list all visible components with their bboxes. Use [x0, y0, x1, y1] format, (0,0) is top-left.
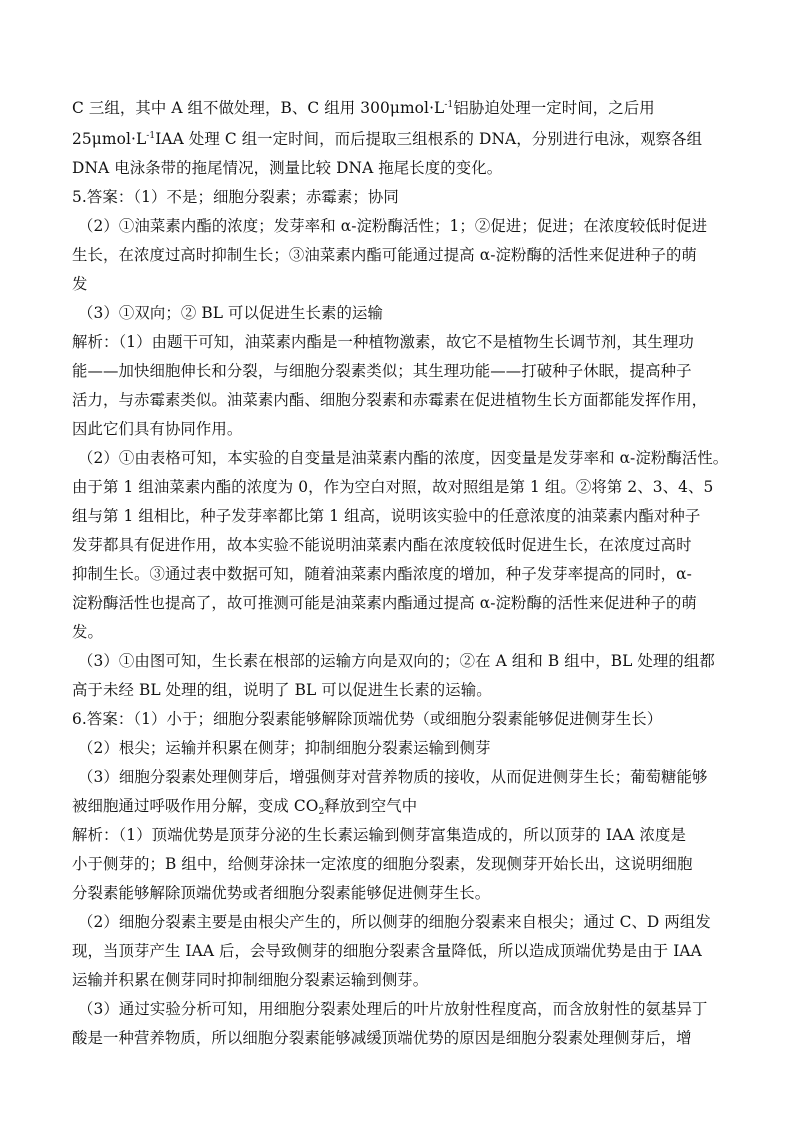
text-line: 发。 [72, 623, 103, 641]
text-line: （3）①双向；② BL 可以促进生长素的运输 [78, 304, 383, 322]
text-line: （2）细胞分裂素主要是由根尖产生的，所以侧芽的细胞分裂素来自根尖；通过 C、D 两组发 [78, 913, 711, 931]
text-line: 因此它们具有协同作用。 [72, 420, 243, 438]
text-line: （3）通过实验分析可知，用细胞分裂素处理后的叶片放射性程度高，而含放射性的氨基异丁 [78, 1000, 708, 1018]
text-line: 发芽都具有促进作用，故本实验不能说明油菜素内酯在浓度较低时促进生长，在浓度过高时 [72, 536, 692, 554]
text-line [72, 98, 655, 118]
answer-heading-6: 6.答案：（1）小于；细胞分裂素能够解除顶端优势（或细胞分裂素能够促进侧芽生长） [72, 710, 663, 728]
text-line: （3）①由图可知，生长素在根部的运输方向是双向的；②在 A 组和 B 组中，BL 处理的组都 [78, 652, 715, 670]
text-run: 25μmol·L [72, 130, 147, 148]
text-line: 现，当顶芽产生 IAA 后，会导致侧芽的细胞分裂素含量降低，所以造成顶端优势是由于 IAA [72, 942, 702, 960]
text-line: 活力，与赤霉素类似。油菜素内酯、细胞分裂素和赤霉素在促进植物生长方面都能发挥作用， [72, 391, 708, 409]
analysis-paragraph-start: 解析：（1）由题干可知，油菜素内酯是一种植物激素，故它不是植物生长调节剂，其生理功 [72, 333, 694, 351]
text-line: （2）①油菜素内酯的浓度；发芽率和 α-淀粉酶活性；1；②促进；促进；在浓度较低时促进 [78, 217, 708, 235]
text-run: IAA 处理 C 组一定时间，而后提取三组根系的 DNA，分别进行电泳，观察各组 [155, 130, 703, 148]
text-line: （3）细胞分裂素处理侧芽后，增强侧芽对营养物质的接收，从而促进侧芽生长；葡萄糖能够 [78, 768, 708, 786]
text-line: 高于未经 BL 处理的组，说明了 BL 可以促进生长素的运输。 [72, 681, 492, 699]
text-line [72, 129, 702, 149]
analysis-paragraph-start: 解析：（1）顶端优势是顶芽分泌的生长素运输到侧芽富集造成的，所以顶芽的 IAA 浓度是 [72, 826, 686, 844]
text-line: 运输并积累在侧芽同时抑制细胞分裂素运输到侧芽。 [72, 971, 429, 989]
text-line: 小于侧芽的；B 组中，给侧芽涂抹一定浓度的细胞分裂素，发现侧芽开始长出，这说明细胞 [72, 855, 693, 873]
text-line: 发 [72, 275, 88, 293]
text-line: 淀粉酶活性也提高了，故可推测可能是油菜素内酯通过提高 α-淀粉酶的活性来促进种子的萌 [72, 594, 697, 612]
superscript: -1 [444, 100, 454, 110]
text-line: 酸是一种营养物质，所以细胞分裂素能够减缓顶端优势的原因是细胞分裂素处理侧芽后，增 [72, 1029, 692, 1047]
text-line: 组与第 1 组相比，种子发芽率都比第 1 组高，说明该实验中的任意浓度的油菜素内酯对种子 [72, 507, 701, 525]
text-line: DNA 电泳条带的拖尾情况，测量比较 DNA 拖尾长度的变化。 [72, 159, 503, 177]
text-run: C 三组，其中 A 组不做处理，B、C 组用 300μmol·L [72, 99, 445, 117]
subscript: 2 [318, 807, 325, 817]
text-line: 分裂素能够解除顶端优势或者细胞分裂素能够促进侧芽生长。 [72, 884, 491, 902]
text-run: 释放到空气中 [324, 797, 418, 815]
text-line: 能——加快细胞伸长和分裂，与细胞分裂素类似；其生理功能——打破种子休眠，提高种子 [72, 362, 692, 380]
text-run: 铝胁迫处理一定时间，之后用 [453, 99, 655, 117]
text-line: 生长，在浓度过高时抑制生长；③油菜素内酯可能通过提高 α-淀粉酶的活性来促进种子的萌 [72, 246, 697, 264]
text-line: 由于第 1 组油菜素内酯的浓度为 0，作为空白对照，故对照组是第 1 组。②将第 2、3、4、5 [72, 478, 714, 496]
text-line: （2）①由表格可知，本实验的自变量是油菜素内酯的浓度，因变量是发芽率和 α-淀粉酶活性。 [78, 449, 729, 467]
text-run: 被细胞通过呼吸作用分解，变成 CO [72, 797, 319, 815]
text-line [72, 796, 417, 816]
text-line: 抑制生长。③通过表中数据可知，随着油菜素内酯浓度的增加，种子发芽率提高的同时，α- [72, 565, 692, 583]
superscript: -1 [146, 131, 156, 141]
answer-heading-5: 5.答案：（1）不是；细胞分裂素；赤霉素；协同 [72, 188, 399, 206]
text-line: （2）根尖；运输并积累在侧芽；抑制细胞分裂素运输到侧芽 [78, 739, 491, 757]
